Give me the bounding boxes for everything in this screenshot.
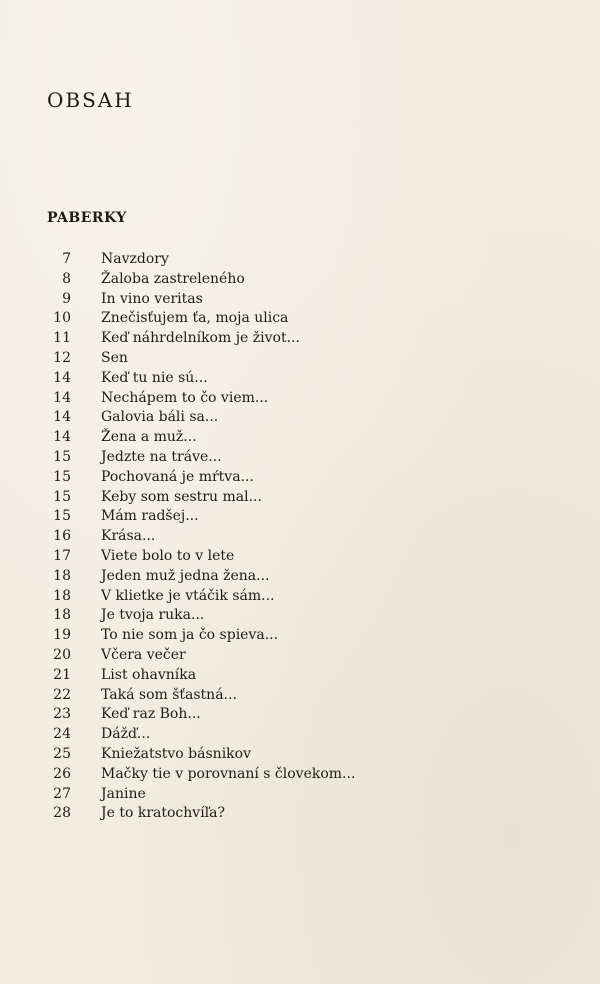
toc-entry-title: Mačky tie v porovnaní s človekom... [101,765,356,782]
toc-entry [47,488,567,508]
toc-entry-title: Jedzte na tráve... [101,448,222,465]
page-title: OBSAH [47,88,134,112]
toc-page-number: 18 [53,607,71,624]
toc-entry-title: Pochovaná je mŕtva... [101,468,254,485]
toc-page-number: 9 [62,290,71,307]
toc-entry-title: Žaloba zastreleného [101,270,245,287]
toc-entry-title: Jeden muž jedna žena... [101,567,270,584]
toc-page-number: 15 [53,488,71,505]
toc-entry [47,765,567,785]
toc-entry [47,606,567,626]
toc-page-number: 19 [53,627,71,644]
toc-entry-title: Je tvoja ruka... [101,607,205,624]
toc-entry [47,745,567,765]
toc-page-number: 26 [53,765,71,782]
toc-entry [47,626,567,646]
toc-page-number: 8 [62,270,71,287]
section-heading: PABERKY [47,210,127,226]
toc-page-number: 21 [53,666,71,683]
toc-entry-title: Včera večer [101,646,186,663]
toc-entry-title: Janine [101,785,146,802]
toc-entry-title: V klietke je vtáčik sám... [101,587,275,604]
toc-page-number: 15 [53,448,71,465]
toc-entry [47,547,567,567]
toc-entry-title: Mám radšej... [101,508,199,525]
toc-page-number: 11 [53,330,71,347]
toc-entry-title: Dážď... [101,726,151,743]
toc-entry [47,686,567,706]
toc-entry [47,527,567,547]
table-of-contents [47,250,567,824]
toc-entry [47,804,567,824]
toc-entry [47,468,567,488]
toc-entry [47,705,567,725]
toc-entry [47,270,567,290]
toc-entry-title: Viete bolo to v lete [101,547,235,564]
toc-page-number: 28 [53,805,71,822]
toc-entry [47,507,567,527]
toc-page-number: 7 [62,251,71,267]
toc-entry [47,567,567,587]
toc-page-number: 22 [53,686,71,703]
toc-page-number: 12 [53,349,71,366]
toc-entry [47,428,567,448]
toc-entry-title: Krása... [101,528,156,545]
toc-entry [47,448,567,468]
toc-page-number: 15 [53,468,71,485]
toc-entry-title: Keď raz Boh... [101,706,201,723]
toc-entry [47,666,567,686]
toc-page-number: 27 [53,785,71,802]
toc-entry [47,349,567,369]
toc-page-number: 15 [53,508,71,525]
toc-entry [47,389,567,409]
toc-page-number: 18 [53,587,71,604]
toc-entry-title: Je to kratochvíľa? [101,805,226,822]
toc-entry [47,329,567,349]
toc-entry-title: Keď náhrdelníkom je život... [101,330,300,347]
toc-entry-title: Taká som šťastná... [101,686,237,703]
toc-page-number: 17 [53,547,71,564]
toc-entry [47,725,567,745]
toc-page-number: 14 [53,389,71,406]
toc-entry [47,408,567,428]
toc-entry-title: Navzdory [101,251,169,267]
toc-entry-title: List ohavníka [101,666,197,683]
toc-page-number: 14 [53,409,71,426]
toc-entry-title: Žena a muž... [101,429,197,446]
toc-page-number: 10 [53,310,71,327]
toc-page-number: 25 [53,745,71,762]
toc-entry [47,290,567,310]
toc-entry-title: Galovia báli sa... [101,409,219,426]
toc-page-number: 16 [53,528,71,545]
toc-entry [47,646,567,666]
toc-entry-title: To nie som ja čo spieva... [101,627,279,644]
toc-entry [47,587,567,607]
toc-page-number: 14 [53,369,71,386]
toc-entry [47,785,567,805]
toc-entry-title: In vino veritas [101,290,203,307]
toc-entry-title: Keby som sestru mal... [101,488,262,505]
toc-entry-title: Keď tu nie sú... [101,369,208,386]
toc-page-number: 20 [53,646,71,663]
toc-entry [47,309,567,329]
toc-entry-title: Kniežatstvo básnikov [101,745,251,762]
toc-page-number: 24 [53,726,71,743]
toc-page-number: 18 [53,567,71,584]
toc-entry [47,369,567,389]
toc-entry-title: Znečisťujem ťa, moja ulica [101,310,289,327]
toc-entry-title: Sen [101,349,128,366]
toc-page-number: 23 [53,706,71,723]
toc-entry [47,250,567,270]
toc-page-number: 14 [53,429,71,446]
toc-entry-title: Nechápem to čo viem... [101,389,269,406]
